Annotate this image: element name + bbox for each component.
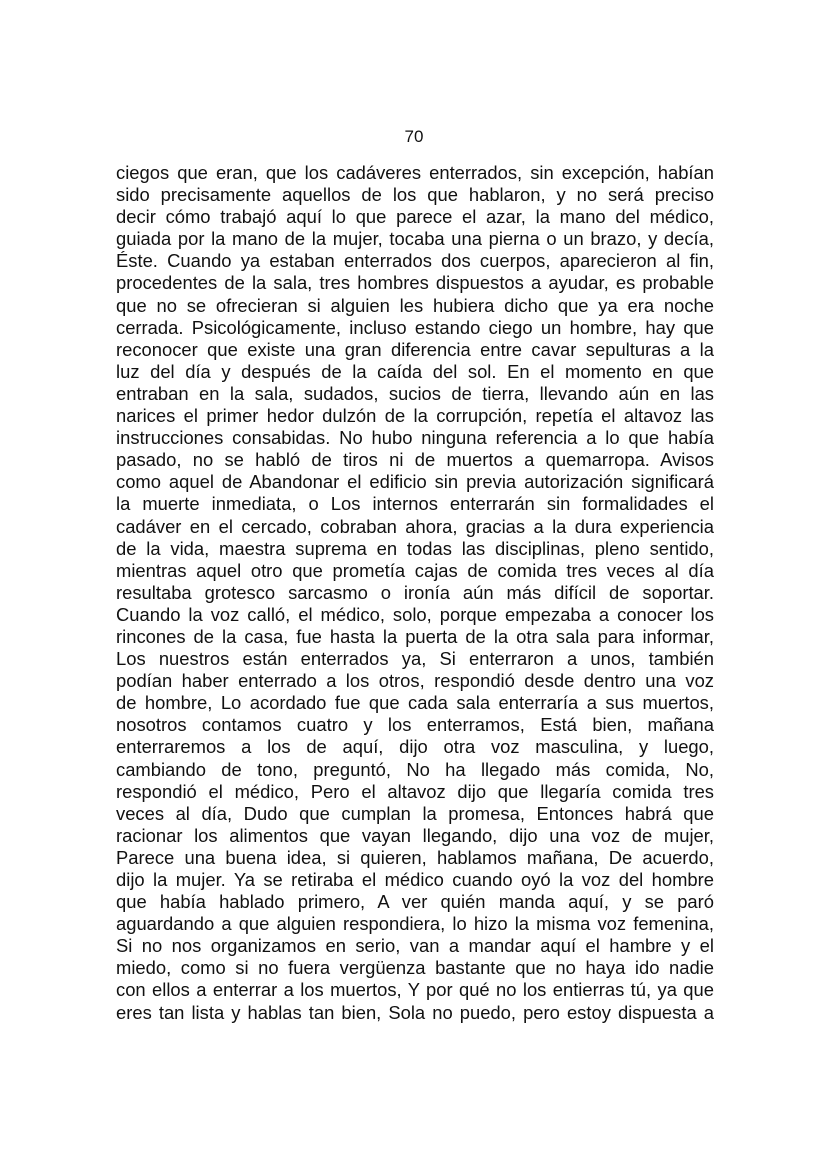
page-number: 70: [404, 127, 424, 146]
text-line: racionar los alimentos que vayan llegando, dijo una voz de mujer,: [116, 824, 714, 846]
text-line: pasado, no se habló de tiros ni de muertos a quemarropa. Avisos: [116, 449, 714, 471]
text-line: enterraremos a los de aquí, dijo otra voz masculina, y luego,: [116, 736, 714, 758]
text-line: decir cómo trabajó aquí lo que parece el azar, la mano del médico,: [116, 206, 714, 228]
text-line: Si no nos organizamos en serio, van a mandar aquí el hambre y el: [116, 935, 714, 957]
text-line: cadáver en el cercado, cobraban ahora, gracias a la dura experiencia: [116, 515, 714, 537]
text-line: con ellos a enterrar a los muertos, Y por qué no los entierras tú, ya que: [116, 979, 714, 1001]
text-line: cerrada. Psicológicamente, incluso estando ciego un hombre, hay que: [116, 316, 714, 338]
text-line: luz del día y después de la caída del sol. En el momento en que: [116, 360, 714, 382]
text-line: nosotros contamos cuatro y los enterramos, Está bien, mañana: [116, 714, 714, 736]
text-line: la muerte inmediata, o Los internos enterrarán sin formalidades el: [116, 493, 714, 515]
text-line: sido precisamente aquellos de los que hablaron, y no será preciso: [116, 184, 714, 206]
text-line: procedentes de la sala, tres hombres dispuestos a ayudar, es probable: [116, 272, 714, 294]
text-line: Cuando la voz calló, el médico, solo, porque empezaba a conocer los: [116, 603, 714, 625]
text-line: Parece una buena idea, si quieren, hablamos mañana, De acuerdo,: [116, 846, 714, 868]
text-line: miedo, como si no fuera vergüenza bastante que no haya ido nadie: [116, 957, 714, 979]
text-line: aguardando a que alguien respondiera, lo hizo la misma voz femenina,: [116, 913, 714, 935]
text-line: de la vida, maestra suprema en todas las disciplinas, pleno sentido,: [116, 537, 714, 559]
text-line: reconocer que existe una gran diferencia entre cavar sepulturas a la: [116, 338, 714, 360]
text-line: entraban en la sala, sudados, sucios de tierra, llevando aún en las: [116, 382, 714, 404]
text-line: narices el primer hedor dulzón de la corrupción, repetía el altavoz las: [116, 405, 714, 427]
text-line: Los nuestros están enterrados ya, Si enterraron a unos, también: [116, 648, 714, 670]
text-line: que había hablado primero, A ver quién manda aquí, y se paró: [116, 891, 714, 913]
text-line: resultaba grotesco sarcasmo o ironía aún más difícil de soportar.: [116, 581, 714, 603]
text-line: veces al día, Dudo que cumplan la promesa, Entonces habrá que: [116, 802, 714, 824]
text-line: rincones de la casa, fue hasta la puerta de la otra sala para informar,: [116, 625, 714, 647]
text-line: podían haber enterrado a los otros, respondió desde dentro una voz: [116, 670, 714, 692]
text-line: cambiando de tono, preguntó, No ha llegado más comida, No,: [116, 758, 714, 780]
text-line: ciegos que eran, que los cadáveres enterrados, sin excepción, habían: [116, 162, 714, 183]
text-line: eres tan lista y hablas tan bien, Sola no puedo, pero estoy dispuesta a: [116, 1001, 714, 1023]
text-line: que no se ofrecieran si alguien les hubiera dicho que ya era noche: [116, 294, 714, 316]
text-line: guiada por la mano de la mujer, tocaba una pierna o un brazo, y decía,: [116, 228, 714, 250]
text-line: respondió el médico, Pero el altavoz dijo que llegaría comida tres: [116, 780, 714, 802]
text-line: Éste. Cuando ya estaban enterrados dos cuerpos, aparecieron al fin,: [116, 250, 714, 272]
text-line: de hombre, Lo acordado fue que cada sala enterraría a sus muertos,: [116, 692, 714, 714]
text-line: dijo la mujer. Ya se retiraba el médico cuando oyó la voz del hombre: [116, 869, 714, 890]
text-line: mientras aquel otro que prometía cajas de comida tres veces al día: [116, 559, 714, 581]
text-line: como aquel de Abandonar el edificio sin previa autorización significará: [116, 471, 714, 493]
body-text: [116, 162, 714, 1024]
text-line: instrucciones consabidas. No hubo ninguna referencia a lo que había: [116, 427, 714, 449]
